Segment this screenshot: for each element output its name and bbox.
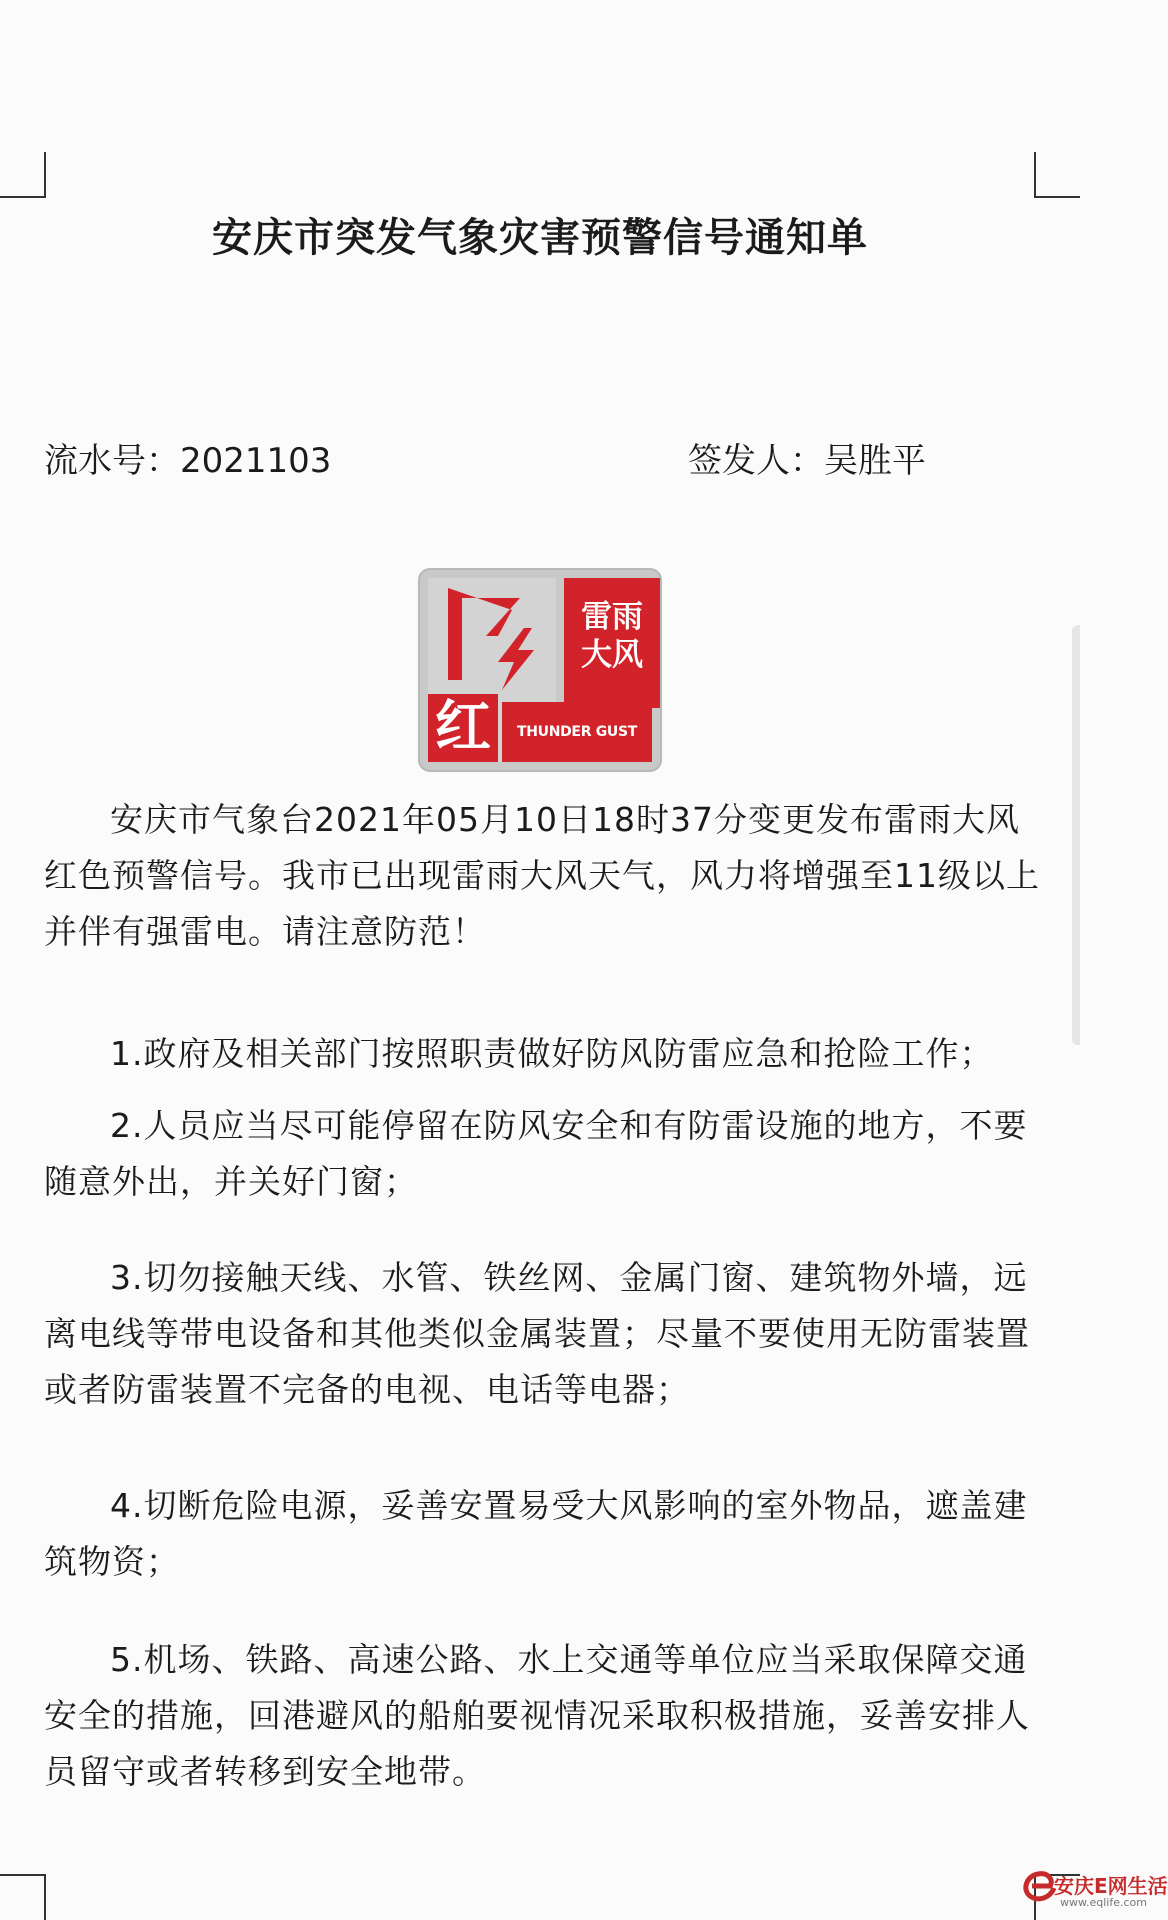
intro-paragraph: 安庆市气象台2021年05月10日18时37分变更发布雷雨大风红色预警信号。我市已出现雷雨大风天气，风力将增强至11级以上并伴有强雷电。请注意防范！ [44,800,1040,951]
badge-type-line-1: 雷雨 [581,599,643,635]
measure-item-3: 3.切勿接触天线、水管、铁丝网、金属门窗、建筑物外墙，远离电线等带电设备和其他类似金属装置；尽量不要使用无防雷装置或者防雷装置不完备的电视、电话等电器； [44,1258,1030,1409]
badge-level-label: 红 [428,694,498,762]
serial-number: 流水号：2021103 [44,441,332,481]
lightning-flag-icon [428,578,558,698]
badge-english-label: THUNDER GUST [502,702,652,762]
watermark-url: www.eqlife.com [1060,1896,1147,1909]
page-corner-mark [0,152,46,198]
page-corner-mark [1034,152,1080,198]
measure-item-1: 1.政府及相关部门按照职责做好防风防雷应急和抢险工作； [110,1034,994,1073]
site-watermark [1020,1866,1168,1910]
badge-type-label [564,578,660,708]
measure-item-4: 4.切断危险电源，妥善安置易受大风影响的室外物品，遮盖建筑物资； [44,1486,1028,1581]
document-title: 安庆市突发气象灾害预警信号通知单 [212,215,868,261]
issuer: 签发人：吴胜平 [688,441,926,481]
side-scroll-handle[interactable] [1072,625,1080,1045]
watermark-brand: 安庆E网生活 [1054,1874,1168,1898]
page-corner-mark [0,1874,46,1920]
measure-item-2: 2.人员应当尽可能停留在防风安全和有防雷设施的地方，不要随意外出，并关好门窗； [44,1106,1028,1201]
measure-item-5: 5.机场、铁路、高速公路、水上交通等单位应当采取保障交通安全的措施，回港避风的船舶要视情况采取积极措施，妥善安排人员留守或者转移到安全地带。 [44,1640,1030,1791]
badge-type-line-2: 大风 [581,637,643,673]
warning-signal-icon [420,570,660,770]
